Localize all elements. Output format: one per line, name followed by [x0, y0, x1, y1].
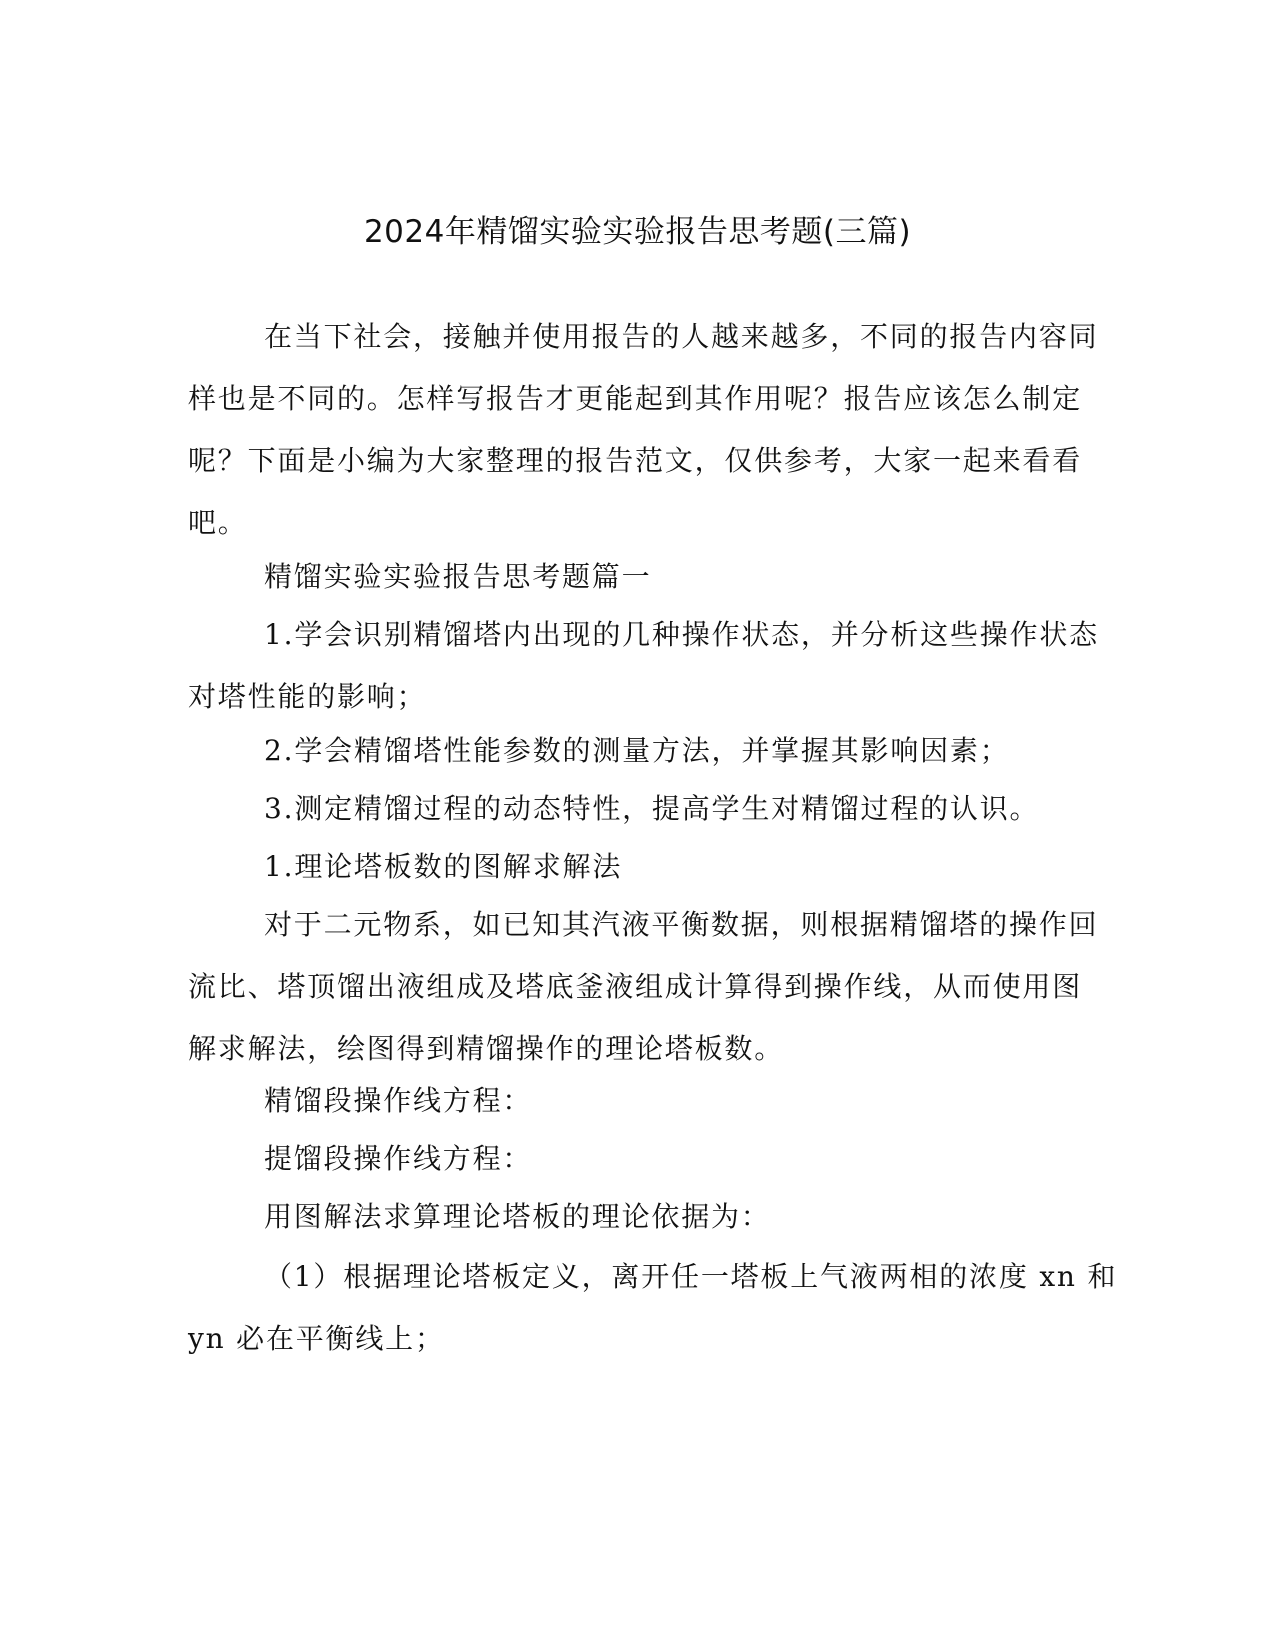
- intro-line: 呢？下面是小编为大家整理的报告范文，仅供参考，大家一起来看看: [188, 444, 1083, 477]
- basis-item-1: [188, 1246, 1118, 1370]
- objective-line: 1.学会识别精馏塔内出现的几种操作状态，并分析这些操作状态: [264, 618, 1099, 651]
- method-heading: 1.理论塔板数的图解求解法: [264, 850, 623, 883]
- intro-line: 样也是不同的。怎样写报告才更能起到其作用呢？报告应该怎么制定: [188, 382, 1083, 415]
- method-line: 解求解法，绘图得到精馏操作的理论塔板数。: [188, 1032, 785, 1065]
- basis-line: yn 必在平衡线上；: [188, 1322, 445, 1355]
- objective-item-2: 2.学会精馏塔性能参数的测量方法，并掌握其影响因素；: [264, 734, 1010, 767]
- section-heading: 精馏实验实验报告思考题篇一: [264, 560, 652, 593]
- intro-line: 吧。: [188, 506, 248, 539]
- document-title: 2024年精馏实验实验报告思考题(三篇): [363, 214, 912, 250]
- objective-item-1: [188, 604, 1099, 728]
- method-line: 流比、塔顶馏出液组成及塔底釜液组成计算得到操作线，从而使用图: [188, 970, 1083, 1003]
- intro-paragraph: [188, 306, 1099, 554]
- stripping-equation-label: 提馏段操作线方程：: [264, 1142, 533, 1175]
- objective-line: 对塔性能的影响；: [188, 680, 427, 713]
- method-paragraph: [188, 894, 1099, 1080]
- objective-item-3: 3.测定精馏过程的动态特性，提高学生对精馏过程的认识。: [264, 792, 1040, 825]
- intro-line: 在当下社会，接触并使用报告的人越来越多，不同的报告内容同: [264, 320, 1099, 353]
- rectifying-equation-label: 精馏段操作线方程：: [264, 1084, 533, 1117]
- method-line: 对于二元物系，如已知其汽液平衡数据，则根据精馏塔的操作回: [264, 908, 1099, 941]
- basis-intro: 用图解法求算理论塔板的理论依据为：: [264, 1200, 771, 1233]
- basis-line: （1）根据理论塔板定义，离开任一塔板上气液两相的浓度 xn 和: [264, 1260, 1118, 1293]
